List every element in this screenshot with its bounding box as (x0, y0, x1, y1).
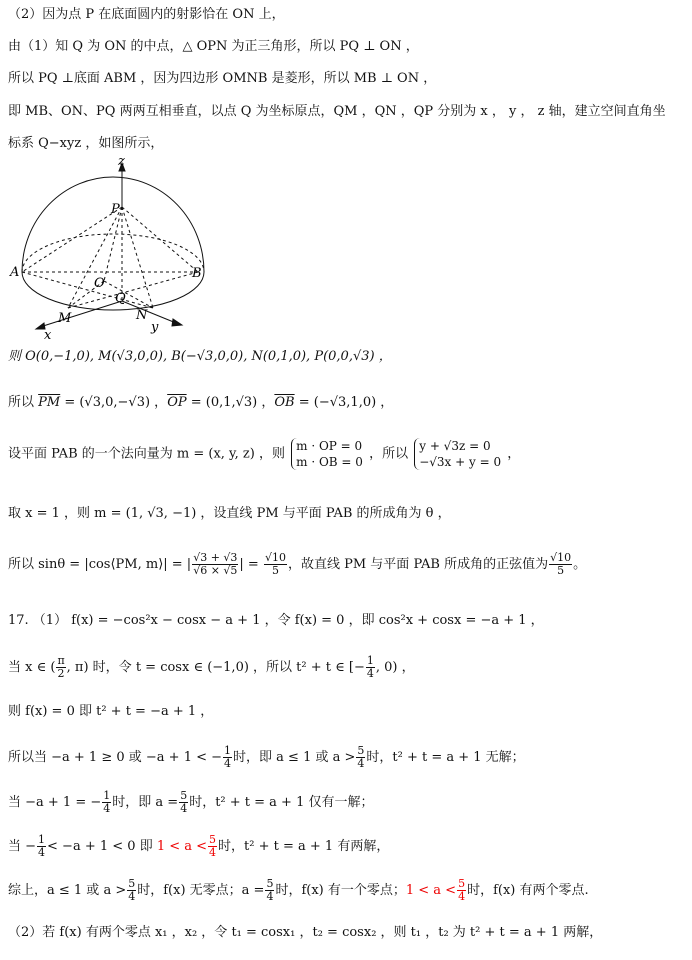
line-5: 标系 Q−xyz ，如图所示， (8, 136, 164, 151)
equation-system-1: m · OP = 0 m · OB = 0 (291, 438, 363, 470)
label-z: z (118, 155, 125, 169)
line-16: 当 − $\frac{1}{4}$ < −a + 1 < 0 即 1 < a < $\frac{5}{4}$ 时，t² + t = a + 1 有两解， (8, 833, 390, 859)
vec-pm: $\overline{PM}$ (38, 395, 61, 410)
line-12: 当 x ∈ ( $\frac{\pi}{2}$ , π) 时，令 t = cosx ∈ (−1,0) ，所以 t² + t ∈ [− $\frac{1}{4}$ , 0) ， (8, 654, 415, 680)
line-15: 当 −a + 1 = − $\frac{1}{4}$ 时，即 a = $\frac{5}{4}$ 时，t² + t = a + 1 仅有一解； (8, 789, 374, 815)
label-O: O (94, 276, 105, 291)
line-6: 则 O(0,−1,0), M(√3,0,0), B(−√3,0,0), N(0,1,0), P(0,0,√3) ， (8, 349, 392, 364)
label-Q: Q (115, 291, 126, 306)
label-N: N (136, 308, 148, 323)
label-A: A (10, 265, 20, 280)
vec-op: $\overline{OP}$ (167, 395, 187, 410)
line-3: 所以 PQ ⊥底面 ABM ，因为四边形 OMNB 是菱形，所以 MB ⊥ ON ， (8, 71, 437, 86)
line-8: 设平面 PAB 的一个法向量为 m = (x, y, z) ，则 m · OP = 0 m · OB = 0 ，所以 y + √3z = 0 −√3x + y = 0 ， (8, 439, 521, 469)
line-13: 则 f(x) = 0 即 t² + t = −a + 1 ， (8, 704, 214, 719)
line-4: 即 MB、ON、PQ 两两互相垂直，以点 Q 为坐标原点，QM ，QN ，QP 分别为 x ， y ， z 轴，建立空间直角坐 (8, 104, 666, 119)
equation-system-2: y + √3z = 0 −√3x + y = 0 (414, 438, 501, 470)
label-P: P (111, 202, 120, 217)
hemisphere-figure (8, 155, 218, 340)
line-10: 所以 sinθ = |cos⟨PM, m⟩| = | $\frac{√3 + √3}{√6 \times √5}$ | = $\frac{√10}{5}$ ，故直线 PM 与平面 PAB 所成角的正弦值为 $\frac{√10}{5}$ 。 (8, 551, 587, 577)
line-2: 由（1）知 Q 为 ON 的中点，△ OPN 为正三角形，所以 PQ ⊥ ON ， (8, 39, 419, 54)
label-M: M (58, 311, 72, 326)
vec-ob: $\overline{OB}$ (274, 395, 295, 410)
label-x: x (44, 328, 52, 340)
line-14: 所以当 −a + 1 ≥ 0 或 −a + 1 < − $\frac{1}{4}$ 时，即 a ≤ 1 或 a > $\frac{5}{4}$ 时，t² + t = a + 1 无解； (8, 744, 525, 770)
line-1: （2）因为点 P 在底面圆内的射影恰在 ON 上， (8, 7, 285, 22)
line-17: 综上，a ≤ 1 或 a > $\frac{5}{4}$ 时，f(x) 无零点；a = $\frac{5}{4}$ 时，f(x) 有一个零点；1 < a < $\frac{5}{4}$ 时，f(x) 有两个零点. (8, 877, 589, 903)
line-9: 取 x = 1 ，则 m = (1, √3, −1) ，设直线 PM 与平面 PAB 的所成角为 θ ， (8, 506, 451, 521)
line-11: 17. （1） f(x) = −cos²x − cosx − a + 1 ，令 f(x) = 0 ，即 cos²x + cosx = −a + 1 ， (8, 613, 544, 628)
label-y: y (151, 320, 159, 335)
line-18: （2）若 f(x) 有两个零点 x₁ ，x₂ ，令 t₁ = cosx₁ ，t₂ = cosx₂ ，则 t₁ ，t₂ 为 t² + t = a + 1 两解， (8, 925, 603, 940)
line-7: 所以 $\overline{PM} = (√3,0,-√3)$ ，$\overline{OP} = (0,1,√3)$ ，$\overline{OB} = (-√3,1,0)$ ， (8, 395, 394, 410)
label-B: B (192, 266, 202, 281)
